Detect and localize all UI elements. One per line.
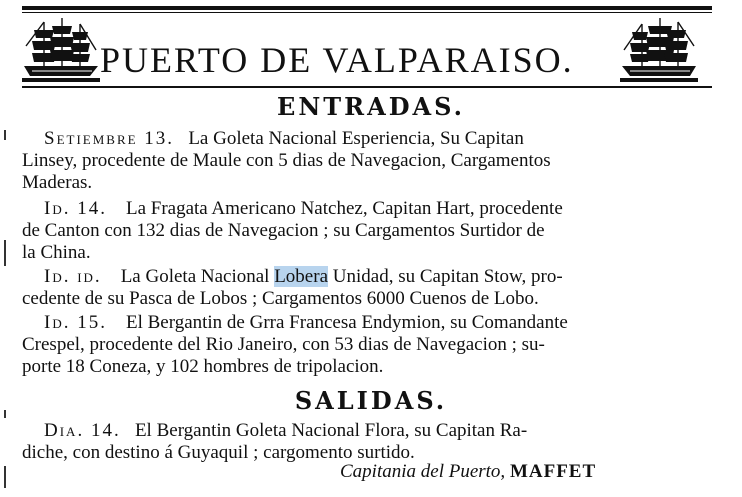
entry-line: [22, 172, 712, 193]
entry-date: Dia. 14.: [44, 420, 121, 441]
ship-icon: [22, 16, 100, 84]
entry-date: Setiembre 13.: [44, 128, 175, 149]
scan-mark: [4, 130, 6, 140]
entry-text: Unidad, su Capitan Stow, pro-: [332, 266, 563, 287]
signature: [340, 461, 596, 483]
entry-line: [22, 220, 712, 241]
entry-text: El Bergantin de Grra Francesa Endymion, su Comandante: [125, 312, 568, 333]
entry-text: Maderas.: [22, 172, 93, 193]
entry-line: [22, 242, 712, 263]
entry-line: [22, 356, 712, 377]
salidas-heading: SALIDAS.: [294, 386, 448, 415]
ship-icon: [620, 16, 698, 84]
entry-text: La Goleta Nacional: [120, 266, 270, 287]
entry-date: Id. 14.: [44, 198, 107, 219]
entry-line: [22, 420, 734, 441]
entry-line: [22, 288, 712, 309]
top-rule: [22, 6, 712, 10]
masthead-rule: [22, 86, 712, 88]
scan-mark: [4, 410, 6, 418]
entry-line: [22, 312, 734, 333]
entry-date: Id. id.: [44, 266, 102, 287]
entry-line: [22, 334, 712, 355]
entry-text: La Fragata Americano Natchez, Capitan Hart, procedente: [125, 198, 563, 219]
entry-line: [22, 128, 734, 149]
entry-line: [22, 442, 712, 463]
entry-text: La Goleta Nacional Esperiencia, Su Capitan: [188, 128, 524, 149]
entry-line: [22, 150, 712, 171]
entry-line: [22, 198, 734, 219]
entradas-heading: ENTRADAS.: [277, 92, 465, 121]
entry-text: de Canton con 132 dias de Navegacion ; su Cargamentos Surtidor de: [22, 220, 545, 241]
signature-name: MAFFET: [509, 461, 597, 482]
entry-text: Crespel, procedente del Rio Janeiro, con 53 dias de Navegacion ; su-: [22, 334, 545, 355]
masthead-title: PUERTO DE VALPARAISO.: [100, 40, 574, 80]
entry-text: El Bergantin Goleta Nacional Flora, su Capitan Ra-: [134, 420, 528, 441]
highlighted-word[interactable]: Lobera: [274, 266, 329, 287]
top-rule-thin: [22, 12, 712, 13]
scan-mark: [4, 466, 6, 488]
signature-office: Capitania del Puerto,: [340, 461, 506, 482]
entry-text: la China.: [22, 242, 91, 263]
entry-text: porte 18 Coneza, y 102 hombres de tripolacion.: [22, 356, 384, 377]
entry-text: cedente de su Pasca de Lobos ; Cargamentos 6000 Cuenos de Lobo.: [22, 288, 539, 309]
entry-text: diche, con destino á Guyaquil ; cargomento surtido.: [22, 442, 415, 463]
scan-mark: [4, 240, 6, 266]
entry-line: [22, 266, 734, 287]
entry-date: Id. 15.: [44, 312, 107, 333]
entry-text: Linsey, procedente de Maule con 5 dias de Navegacion, Cargamentos: [22, 150, 551, 171]
